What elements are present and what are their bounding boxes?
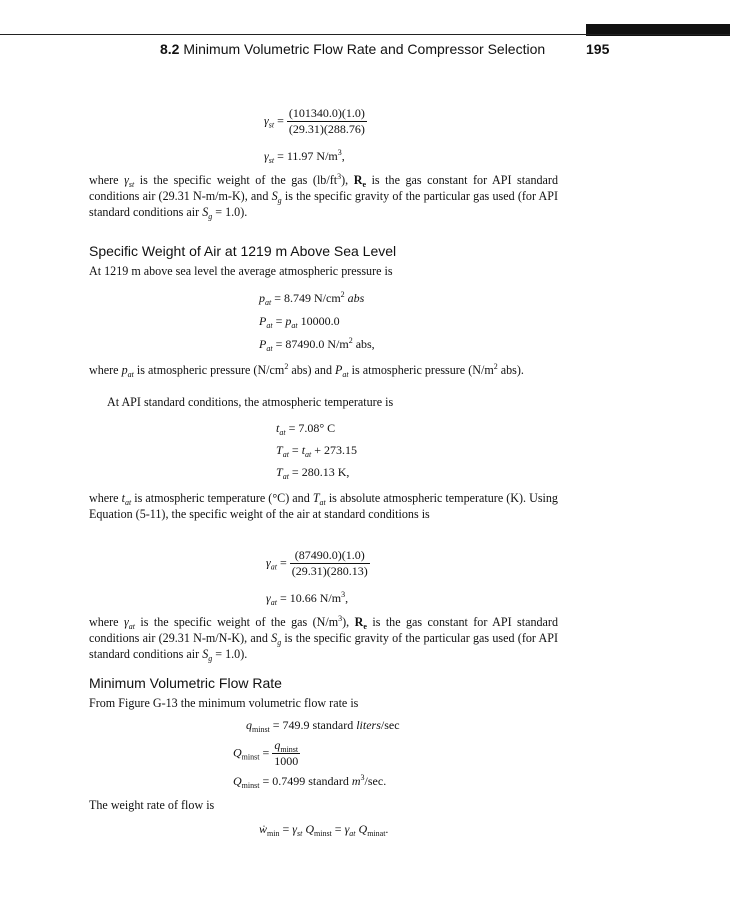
- equation-Q-minst-result: $Q_{minst} = 0.7499$ standard $m^3/\sec$.: [233, 773, 387, 790]
- paragraph-temperature-definition: where $t_{at}$ is atmospheric temperature (°C) and $T_{at}$ is absolute atmospheric temperature (K). Using Equation (5-11), the specific weight of the air at standard conditions is: [89, 491, 558, 521]
- page-number: 195: [586, 41, 610, 57]
- fraction: $\frac{(87490.0)(1.0)}{(29.31)(280.13)}$: [291, 548, 368, 578]
- fraction: $\frac{(101340.0)(1.0)}{(29.31)(288.76)}$: [288, 106, 365, 136]
- section-heading-specific-weight: Specific Weight of Air at 1219 m Above Sea Level: [89, 243, 397, 259]
- section-number: 8.2: [160, 41, 180, 57]
- equation-Q-minst-fraction: $Q_{minst}$ = $\frac{q_{minst}}{1000}$: [233, 738, 299, 768]
- equation-w-min: ẇ$_{min}$ = $\gamma_{st}$ $Q_{minst} = \gamma_{at}$ $Q_{minat}$.: [259, 822, 389, 838]
- equation-gamma-at-fraction: $\gamma_{at}$ = $\frac{(87490.0)(1.0)}{(29.31)(280.13)}$: [266, 548, 368, 578]
- paragraph-gamma-at-definition: where $\gamma_{at}$ is the specific weight of the gas $(N/m^3)$, $R_e$ is the gas constant for API standard conditions air (29.31 N-m/N-K), and $S_g$ is the specific gravity of the particular gas used (for API standard conditions air $S_g = 1.0$).: [89, 614, 558, 663]
- equation-t-at: $t_{at} = 7.08^\circ$ C: [276, 421, 336, 437]
- equation-q-minst: $q_{minst} = 749.9$ standard liters/sec: [246, 718, 400, 734]
- equation-gamma-at-result: $\gamma_{at} = 10.66$ $N/m^3$,: [266, 590, 349, 607]
- equation-P-at-result: $P_{at} = 87490.0$ $N/m^2$ abs,: [259, 336, 375, 353]
- equation-T-at-result: $T_{at} = 280.13$ K,: [276, 465, 350, 481]
- section-heading-minimum-flow: Minimum Volumetric Flow Rate: [89, 675, 282, 691]
- paragraph-min-flow-intro: From Figure G-13 the minimum volumetric flow rate is: [89, 696, 359, 710]
- header-rule: [0, 34, 730, 35]
- equation-gamma-st-fraction: $\gamma_{st}$ = $\frac{(101340.0)(1.0)}{(29.31)(288.76)}$: [264, 106, 365, 136]
- paragraph-pressure-definition: where $p_{at}$ is atmospheric pressure ($N/cm^2$ abs) and $P_{at}$ is atmospheric pressure ($N/m^2$ abs).: [89, 362, 524, 379]
- equation-p-at: $p_{at} = 8.749$ $N/cm^2$ abs: [259, 290, 365, 307]
- equation-gamma-st-result: $\gamma_{st} = 11.97$ $N/m^3$,: [264, 148, 345, 165]
- equation-P-at-definition: $P_{at} = p_{at}$ 10000.0: [259, 314, 340, 330]
- paragraph-temperature-intro: At API standard conditions, the atmospheric temperature is: [107, 395, 394, 409]
- paragraph-gamma-st-definition: where $\gamma_{st}$ is the specific weight of the gas $(lb/ft^3)$, $R_e$ is the gas constant for API standard conditions air (29.31 N-m/m-K), and $S_g$ is the specific gravity of the particular gas used (for API standard conditions air $S_g = 1.0$).: [89, 172, 559, 221]
- paragraph-pressure-intro: At 1219 m above sea level the average atmospheric pressure is: [89, 264, 393, 278]
- running-head: [160, 41, 545, 57]
- section-title: Minimum Volumetric Flow Rate and Compressor Selection: [183, 41, 546, 57]
- paragraph-weight-rate: The weight rate of flow is: [89, 798, 215, 812]
- equation-T-at-definition: $T_{at} = t_{at} + 273.15$: [276, 443, 358, 459]
- fraction: $\frac{q_{minst}}{1000}$: [274, 738, 299, 768]
